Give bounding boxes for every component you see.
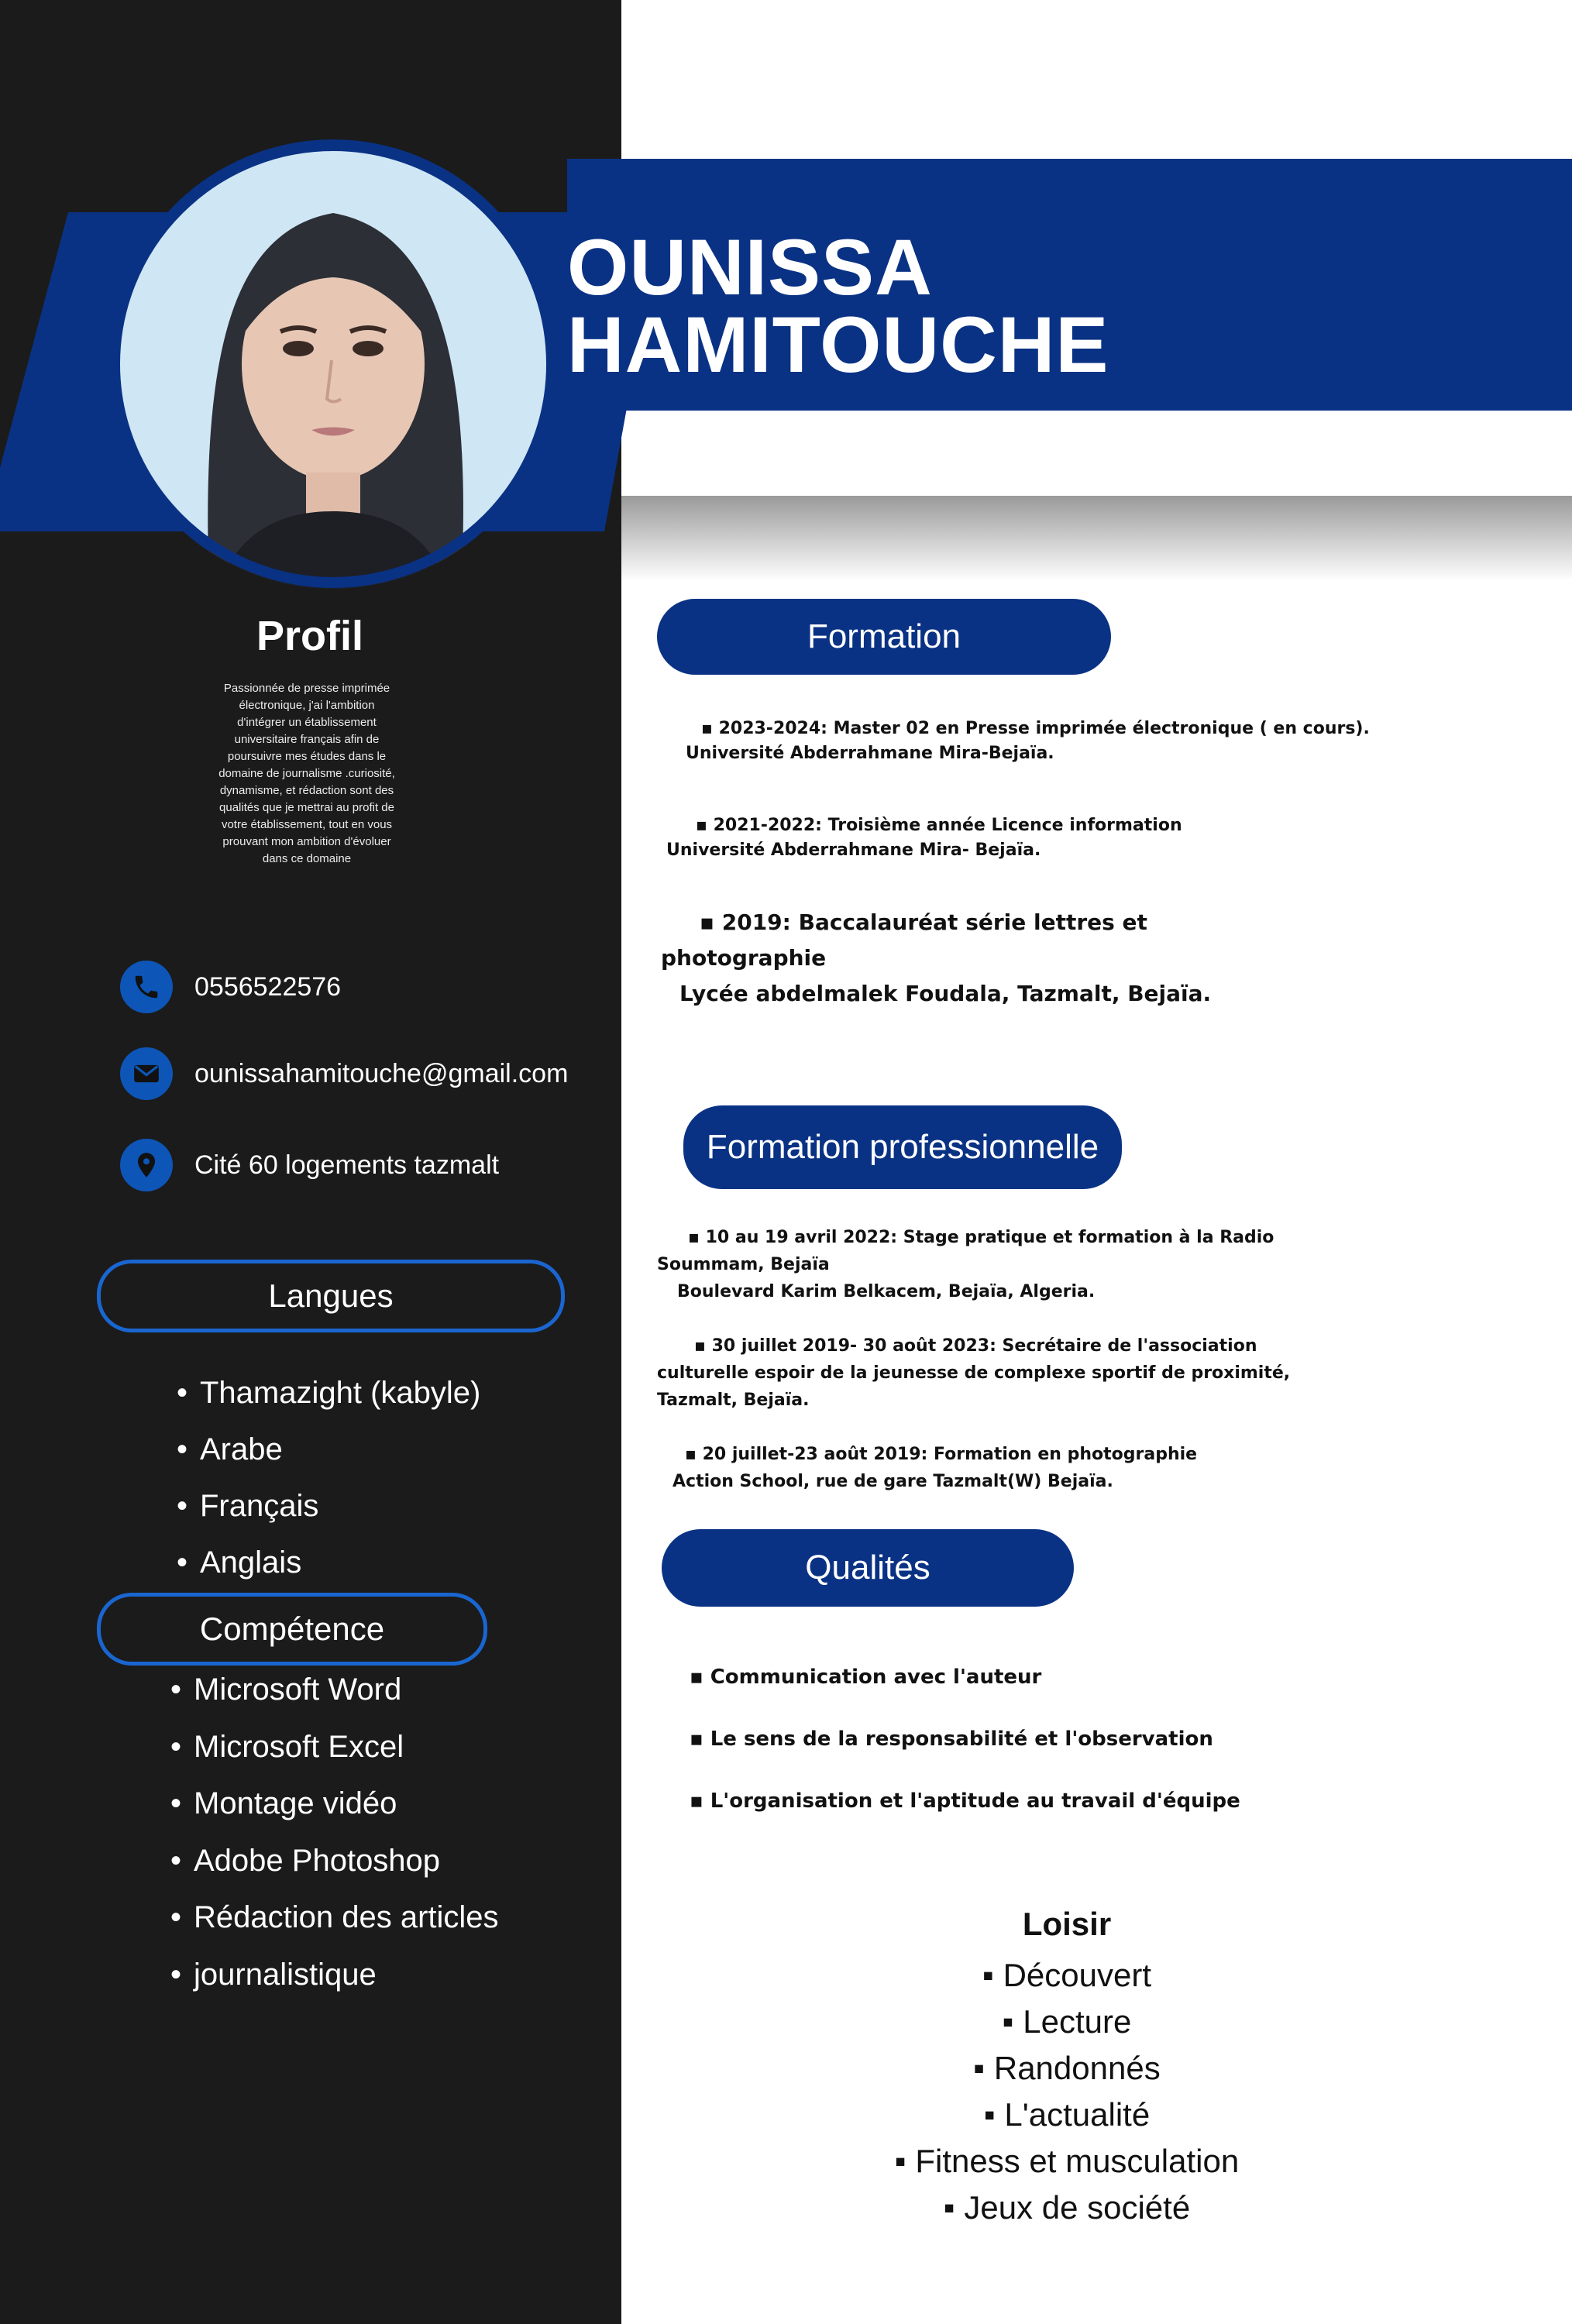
list-item-continuation: • journalistique [170, 1947, 499, 2004]
entry-line: ▪ 2019: Baccalauréat série lettres et [661, 905, 1211, 940]
entry-line: ▪ 2021-2022: Troisième année Licence information [666, 813, 1182, 838]
list-item: • Microsoft Excel [170, 1719, 499, 1776]
entry-line: Tazmalt, Bejaïa. [657, 1391, 810, 1410]
list-item: • Microsoft Word [170, 1662, 499, 1719]
envelope-icon [120, 1047, 173, 1100]
languages-list [177, 1365, 480, 1591]
contact-email [120, 1047, 568, 1100]
quality-item: ▪ Le sens de la responsabilité et l'observation [690, 1728, 1213, 1751]
entry-line: Lycée abdelmalek Foudala, Tazmalt, Bejaïa. [679, 981, 1212, 1006]
formation-title: Formation [807, 617, 961, 655]
skills-title: Compétence [199, 1611, 385, 1647]
entry-line: photographie [661, 945, 827, 971]
phone-icon [120, 961, 173, 1013]
formation-pro-entry-2 [657, 1332, 1290, 1414]
formation-entry-2 [666, 813, 1182, 863]
quality-item: ▪ L'organisation et l'aptitude au travail d'équipe [690, 1789, 1240, 1813]
list-item: ▪ Lecture [621, 1999, 1512, 2045]
list-item: • Thamazight (kabyle) [177, 1365, 480, 1422]
last-name: HAMITOUCHE [567, 301, 1109, 389]
loisir-title: Loisir [1022, 1906, 1112, 1942]
header-shadow [621, 496, 1572, 581]
formation-pro-entry-3 [657, 1441, 1197, 1495]
list-item: • Anglais [177, 1535, 480, 1591]
list-item: ▪ Randonnés [621, 2045, 1512, 2092]
phone-number[interactable]: 0556522576 [194, 971, 342, 1002]
formation-heading [657, 599, 1111, 675]
formation-entry-1 [686, 717, 1370, 766]
list-item: • Arabe [177, 1422, 480, 1478]
skills-list [170, 1662, 499, 2003]
list-item: ▪ Découvert [621, 1952, 1512, 1999]
entry-line: culturelle espoir de la jeunesse de complexe sportif de proximité, [657, 1363, 1291, 1383]
list-item: ▪ Jeux de société [621, 2185, 1512, 2231]
entry-line: ▪ 2023-2024: Master 02 en Presse imprimée électronique ( en cours). [686, 717, 1370, 741]
full-name [567, 223, 1109, 389]
contact-address [120, 1139, 499, 1191]
formation-pro-heading [683, 1105, 1122, 1189]
list-item: ▪ L'actualité [621, 2092, 1512, 2138]
first-name: OUNISSA [567, 223, 933, 311]
contact-phone [120, 961, 341, 1013]
profile-photo [108, 139, 558, 589]
entry-line: Action School, rue de gare Tazmalt(W) Bejaïa. [672, 1472, 1113, 1491]
address: Cité 60 logements tazmalt [194, 1150, 500, 1180]
list-item: • Rédaction des articles [170, 1889, 499, 1947]
entry-line: ▪ 20 juillet-23 août 2019: Formation en photographie [657, 1441, 1197, 1468]
entry-line: ▪ 10 au 19 avril 2022: Stage pratique et formation à la Radio [657, 1224, 1274, 1251]
qualities-heading [662, 1529, 1074, 1607]
languages-title: Langues [268, 1277, 394, 1314]
formation-entry-3 [661, 905, 1211, 1012]
skills-heading [97, 1593, 487, 1666]
entry-line: ▪ 30 juillet 2019- 30 août 2023: Secrétaire de l'association [657, 1332, 1290, 1360]
languages-heading [97, 1260, 565, 1332]
formation-pro-entry-1 [657, 1224, 1274, 1305]
profile-title: Profil [256, 613, 363, 659]
qualities-title: Qualités [805, 1549, 930, 1587]
profile-text: Passionnée de presse imprimée électronique, j'ai l'ambition d'intégrer un établissement universitaire français afin de poursuivre mes études dans le domaine de journalisme .curiosité, dynamisme, et rédaction sont des qualités que je mettrai au profit de votre établissement, tout en vous prouvant mon ambition d'évoluer dans ce domaine [218, 682, 395, 865]
email-address[interactable]: ounissahamitouche@gmail.com [194, 1058, 569, 1088]
entry-line: Boulevard Karim Belkacem, Bejaïa, Algeria. [677, 1282, 1096, 1301]
entry-line: Université Abderrahmane Mira- Bejaïa. [666, 841, 1041, 860]
list-item: ▪ Fitness et musculation [621, 2138, 1512, 2185]
list-item: • Adobe Photoshop [170, 1833, 499, 1890]
location-pin-icon [120, 1139, 173, 1191]
formation-pro-title: Formation professionnelle [706, 1128, 1099, 1166]
loisir-list [621, 1952, 1512, 2231]
entry-line: Université Abderrahmane Mira-Bejaïa. [686, 744, 1054, 763]
entry-line: Soummam, Bejaïa [657, 1255, 830, 1274]
list-item: • Montage vidéo [170, 1776, 499, 1833]
list-item: • Français [177, 1478, 480, 1535]
quality-item: ▪ Communication avec l'auteur [690, 1666, 1041, 1689]
